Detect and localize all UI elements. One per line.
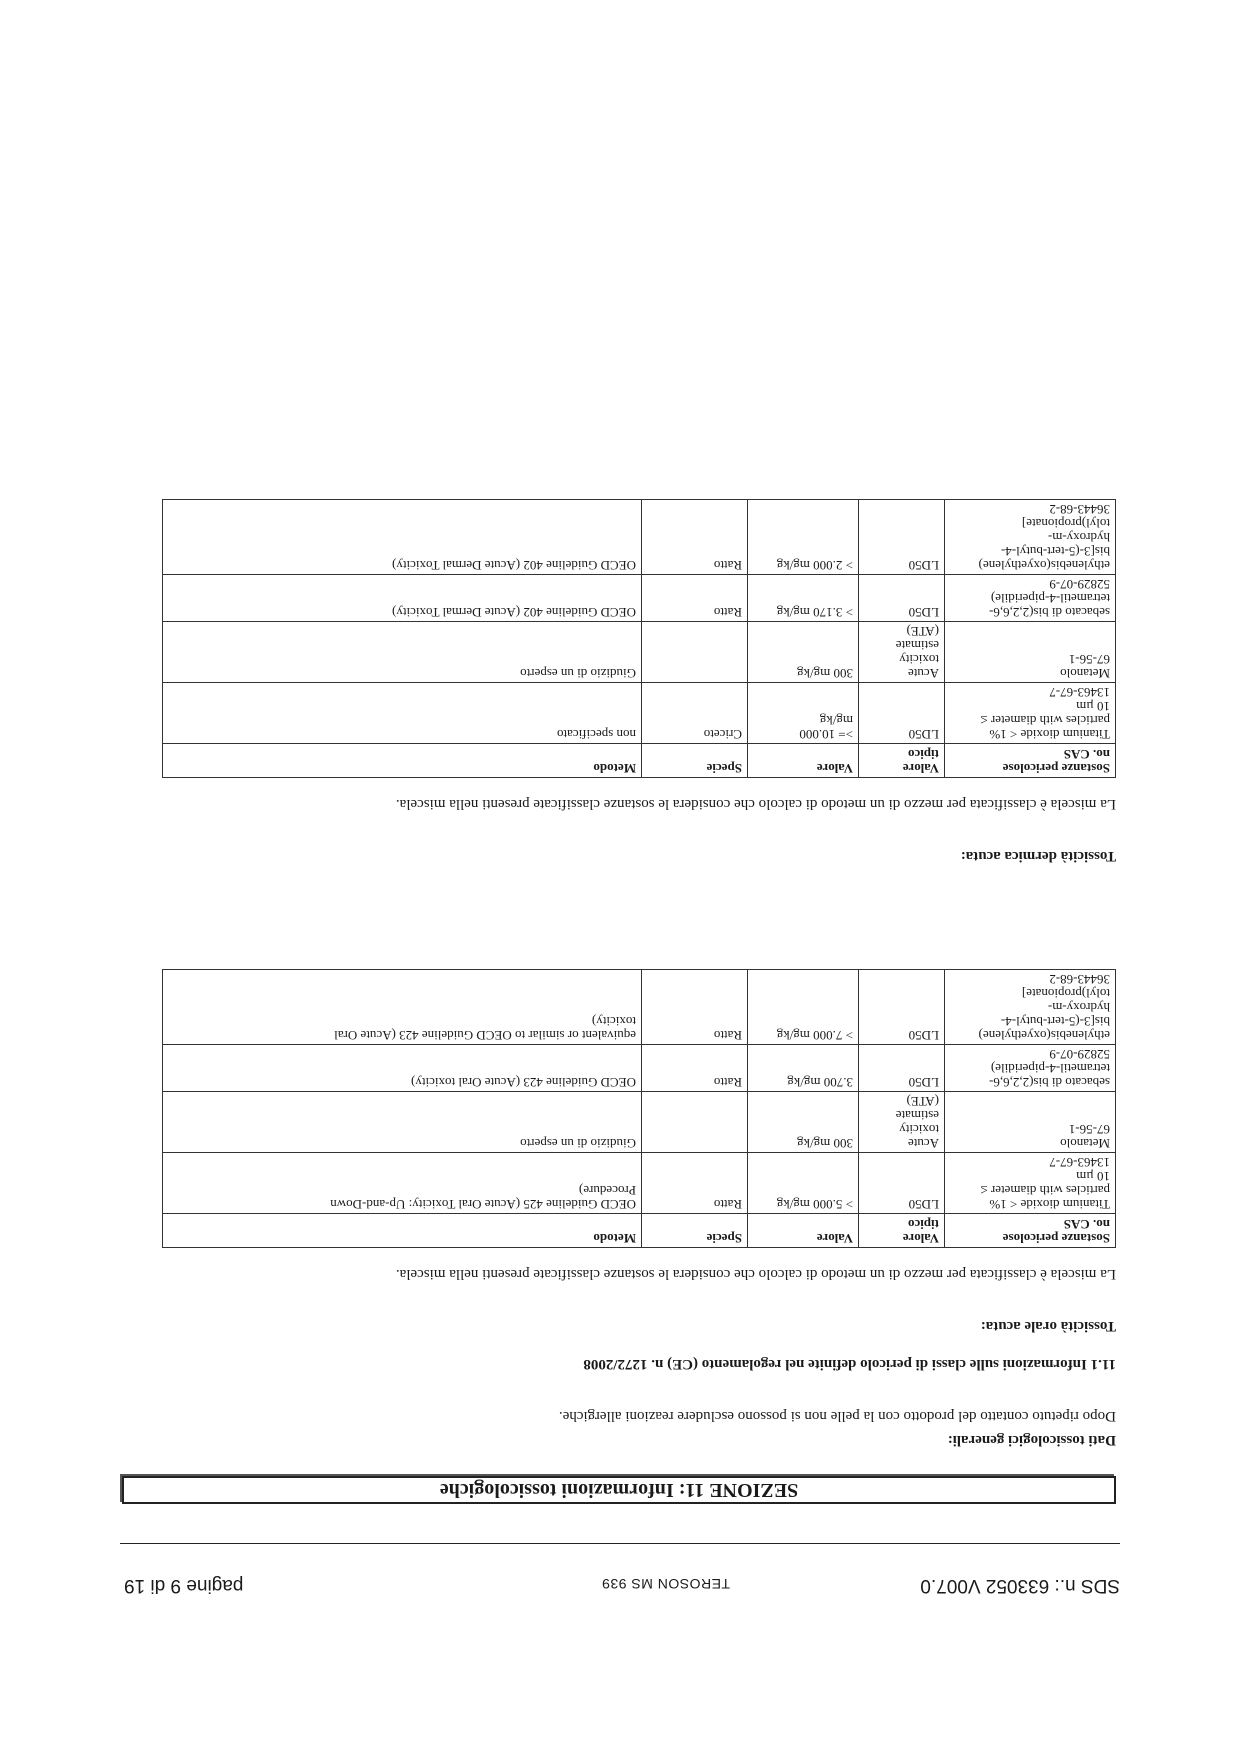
cell-method: equivalent or similar to OECD Guideline 423 (Acute Oral toxicity)	[163, 970, 642, 1045]
cell-method: Giudizio di un esperto	[163, 622, 642, 683]
cell-typical-value: LD50	[859, 500, 945, 575]
table-row	[163, 683, 1116, 744]
column-header-substance: Sostanze pericolose no. CAS	[945, 1214, 1116, 1248]
cell-value: > 3.170 mg/kg	[748, 575, 859, 622]
header-divider	[120, 1543, 1120, 1544]
cell-substance: sebacato di bis(2,2,6,6- tetrametil-4-piperidile) 52829-07-9	[945, 1045, 1116, 1092]
cell-species: Ratto	[642, 575, 748, 622]
page-counter: pagine 9 di 19	[124, 1575, 244, 1596]
cell-typical-value: LD50	[859, 575, 945, 622]
cell-value: > 2.000 mg/kg	[748, 500, 859, 575]
column-header-method: Metodo	[163, 744, 642, 778]
column-header-typical-value: Valore tipico	[859, 1214, 945, 1248]
column-header-species: Specie	[642, 1214, 748, 1248]
column-header-value: Valore	[748, 1214, 859, 1248]
cell-substance: Titanium dioxide < 1% particles with diameter ≤ 10 µm 13463-67-7	[945, 1153, 1116, 1214]
table-row	[163, 970, 1116, 1045]
table-row	[163, 622, 1116, 683]
oral-toxicity-table	[162, 969, 1116, 1248]
cell-species	[642, 622, 748, 683]
cell-typical-value: Acute toxicity estimate (ATE)	[859, 1092, 945, 1153]
cell-method: OECD Guideline 402 (Acute Dermal Toxicity)	[163, 575, 642, 622]
cell-substance: Metanolo 67-56-1	[945, 622, 1116, 683]
column-header-typical-value: Valore tipico	[859, 744, 945, 778]
cell-species: Criceto	[642, 683, 748, 744]
table-header-row	[163, 744, 1116, 778]
subsection-title: 11.1 Informazioni sulle classi di pericolo definite nel regolamento (CE) n. 1272/2008	[583, 1356, 1116, 1372]
cell-value: > 7.000 mg/kg	[748, 970, 859, 1045]
oral-heading: Tossicità orale acuta:	[980, 1318, 1116, 1334]
table-row	[163, 1045, 1116, 1092]
cell-value: 300 mg/kg	[748, 622, 859, 683]
cell-method: Giudizio di un esperto	[163, 1092, 642, 1153]
cell-substance: sebacato di bis(2,2,6,6- tetrametil-4-piperidile) 52829-07-9	[945, 575, 1116, 622]
general-heading: Dati tossicologici generali:	[947, 1432, 1116, 1448]
dermal-intro: La miscela è classificata per mezzo di un metodo di calcolo che considera le sostanze classificate presenti nella miscela.	[395, 796, 1116, 812]
column-header-method: Metodo	[163, 1214, 642, 1248]
cell-typical-value: LD50	[859, 683, 945, 744]
cell-species	[642, 1092, 748, 1153]
cell-method: non specificato	[163, 683, 642, 744]
cell-species: Ratto	[642, 970, 748, 1045]
cell-typical-value: LD50	[859, 1045, 945, 1092]
cell-value: > 5.000 mg/kg	[748, 1153, 859, 1214]
cell-method: OECD Guideline 425 (Acute Oral Toxicity: Up-and-Down Procedure)	[163, 1153, 642, 1214]
dermal-heading: Tossicità dermica acuta:	[960, 848, 1116, 864]
cell-typical-value: LD50	[859, 1153, 945, 1214]
cell-species: Ratto	[642, 1153, 748, 1214]
cell-method: OECD Guideline 402 (Acute Dermal Toxicity)	[163, 500, 642, 575]
column-header-species: Specie	[642, 744, 748, 778]
cell-value: 300 mg/kg	[748, 1092, 859, 1153]
table-row	[163, 500, 1116, 575]
cell-substance: ethylenebis(oxyethylene) bis[3-(5-tert-butyl-4- hydroxy-m- tolyl)propionate] 36443-68-2	[945, 970, 1116, 1045]
cell-typical-value: Acute toxicity estimate (ATE)	[859, 622, 945, 683]
cell-value: >= 10.000 mg/kg	[748, 683, 859, 744]
oral-intro: La miscela è classificata per mezzo di un metodo di calcolo che considera le sostanze classificate presenti nella miscela.	[395, 1266, 1116, 1282]
product-name: TEROSON MS 939	[601, 1576, 730, 1592]
sds-number: SDS n.: 633052 V007.0	[920, 1575, 1120, 1596]
table-row	[163, 575, 1116, 622]
table-header-row	[163, 1214, 1116, 1248]
section-title: SEZIONE 11: Informazioni tossicologiche	[122, 1476, 1116, 1504]
cell-method: OECD Guideline 423 (Acute Oral toxicity)	[163, 1045, 642, 1092]
cell-value: 3.700 mg/kg	[748, 1045, 859, 1092]
table-row	[163, 1092, 1116, 1153]
dermal-toxicity-table	[162, 499, 1116, 778]
cell-typical-value: LD50	[859, 970, 945, 1045]
column-header-value: Valore	[748, 744, 859, 778]
table-row	[163, 1153, 1116, 1214]
column-header-substance: Sostanze pericolose no. CAS	[945, 744, 1116, 778]
cell-substance: Metanolo 67-56-1	[945, 1092, 1116, 1153]
cell-substance: Titanium dioxide < 1% particles with diameter ≤ 10 µm 13463-67-7	[945, 683, 1116, 744]
cell-species: Ratto	[642, 1045, 748, 1092]
cell-substance: ethylenebis(oxyethylene) bis[3-(5-tert-butyl-4- hydroxy-m- tolyl)propionate] 36443-68-2	[945, 500, 1116, 575]
general-text: Dopo ripetuto contatto del prodotto con la pelle non si possono escludere reazioni allergiche.	[558, 1408, 1116, 1424]
cell-species: Ratto	[642, 500, 748, 575]
